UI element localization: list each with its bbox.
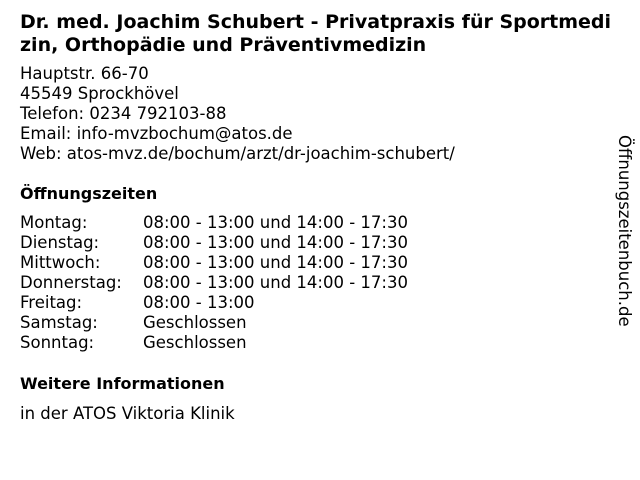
web: Web: atos-mvz.de/bochum/arzt/dr-joachim-schubert/ (20, 144, 455, 163)
hours-row-saturday (20, 313, 408, 333)
day-label: Mittwoch: (20, 253, 101, 272)
time-value: 08:00 - 13:00 und 14:00 - 17:30 (143, 213, 408, 232)
address-block (20, 64, 455, 164)
street: Hauptstr. 66-70 (20, 64, 149, 83)
hours-row-thursday (20, 273, 408, 293)
day-label: Montag: (20, 213, 88, 232)
hours-heading: Öffnungszeiten (20, 184, 158, 203)
day-label: Sonntag: (20, 333, 95, 352)
day-label: Freitag: (20, 293, 83, 312)
hours-row-tuesday (20, 233, 408, 253)
time-value: Geschlossen (143, 313, 247, 332)
email: Email: info-mvzbochum@atos.de (20, 124, 293, 143)
day-label: Donnerstag: (20, 273, 122, 292)
info-text: in der ATOS Viktoria Klinik (20, 404, 235, 423)
watermark-text: Öffnungszeitenbuch.de (615, 135, 634, 327)
day-label: Samstag: (20, 313, 98, 332)
city: 45549 Sprockhövel (20, 84, 179, 103)
time-value: 08:00 - 13:00 (143, 293, 255, 312)
time-value: Geschlossen (143, 333, 247, 352)
hours-row-wednesday (20, 253, 408, 273)
time-value: 08:00 - 13:00 und 14:00 - 17:30 (143, 253, 408, 272)
hours-table (20, 213, 408, 353)
phone: Telefon: 0234 792103-88 (20, 104, 227, 123)
hours-row-friday (20, 293, 408, 313)
time-value: 08:00 - 13:00 und 14:00 - 17:30 (143, 233, 408, 252)
time-value: 08:00 - 13:00 und 14:00 - 17:30 (143, 273, 408, 292)
hours-row-monday (20, 213, 408, 233)
day-label: Dienstag: (20, 233, 100, 252)
info-heading: Weitere Informationen (20, 374, 225, 393)
hours-row-sunday (20, 333, 408, 353)
practice-title: Dr. med. Joachim Schubert - Privatpraxis für Sportmedizin, Orthopädie und Präventivmedizin (20, 11, 612, 56)
